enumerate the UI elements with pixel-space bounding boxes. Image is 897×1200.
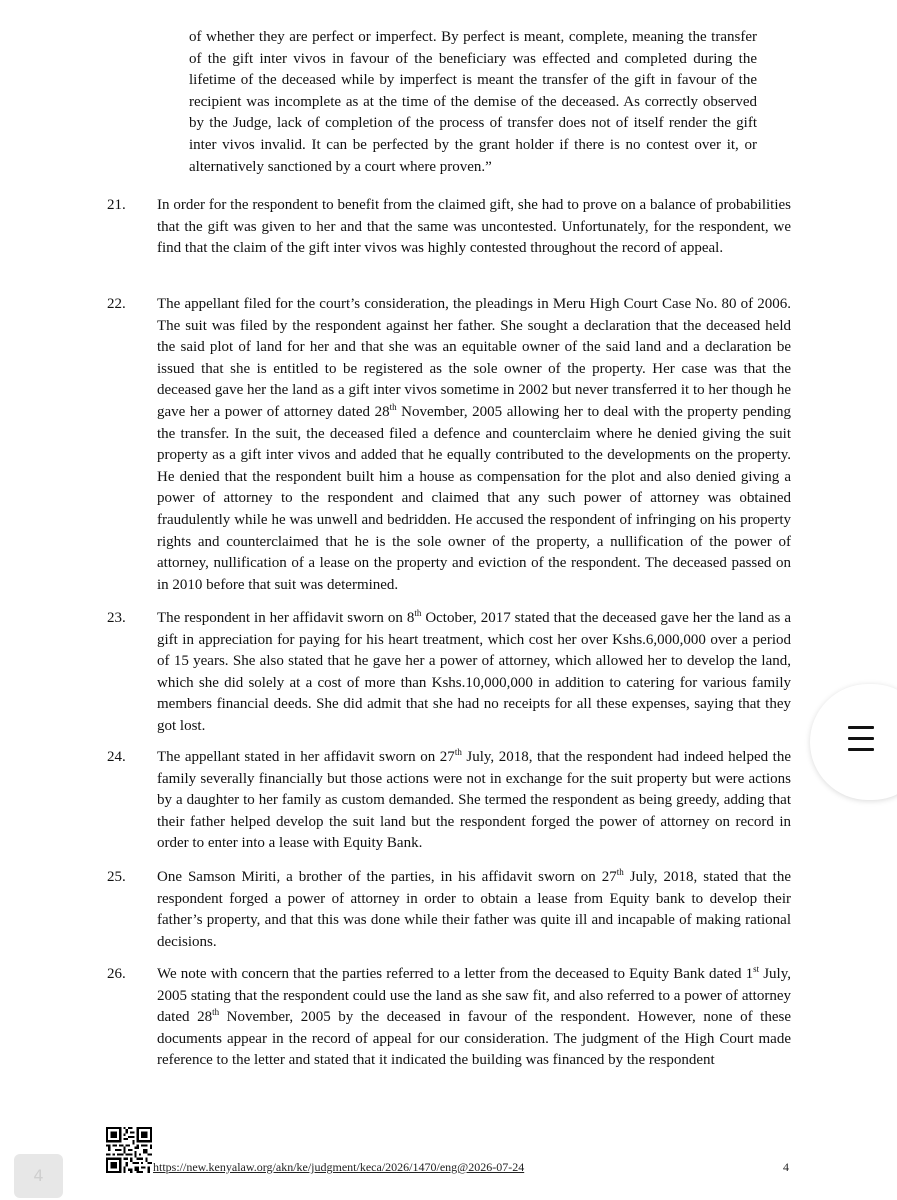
footer-source-link[interactable]: https://new.kenyalaw.org/akn/ke/judgment/keca/2026/1470/eng@2026-07-24 — [153, 1160, 525, 1174]
paragraph-number: 22. — [107, 296, 126, 312]
qr-code-icon — [106, 1127, 152, 1173]
paragraph-text: In order for the respondent to benefit from the claimed gift, she had to prove on a balance of probabilities that the gift was given to her and that the same was uncontested. Unfortunately, for the respondent, we find that the claim of the gift inter vivos was highly contested throughout the record of appeal. — [157, 197, 791, 257]
paragraph-number: 21. — [107, 197, 126, 213]
page-indicator-button[interactable] — [14, 1154, 63, 1198]
page-indicator-label: 4 — [33, 1166, 44, 1185]
paragraph-number: 24. — [107, 749, 126, 765]
paragraph-26 — [107, 964, 791, 1072]
block-quote: of whether they are perfect or imperfect. By perfect is meant, complete, meaning the transfer of the gift inter vivos in favour of the beneficiary was effected and completed during the lifetime of the deceased while by imperfect is meant the transfer of the gift in favour of the recipient was incomplete as at the time of the demise of the deceased. As correctly observed by the Judge, lack of completion of the process of transfer does not of itself render the gift inter vivos invalid. It can be perfected by the grant holder if there is no contest over it, or alternatively sanctioned by a court where proven.” — [189, 29, 757, 175]
paragraph-text: We note with concern that the parties referred to a letter from the deceased to Equity Bank dated 1st July, 2005 stating that the respondent could use the land as she saw fit, and also referred to a power of attorney dated 28th November, 2005 by the deceased in favour of the respondent. However, none of these documents appear in the record of appeal for our consideration. The judgment of the High Court made reference to the letter and stated that it indicated the building was financed by the respondent — [157, 964, 792, 1069]
paragraph-text: The respondent in her affidavit sworn on 8th October, 2017 stated that the deceased gave her the land as a gift in appreciation for paying for his heart treatment, which cost her over Kshs.6,000,000 over a period of 15 years. She also stated that he gave her a power of attorney, which allowed her to develop the land, which she did solely at a cost of more than Kshs.10,000,000 in addition to catering for various family members financial deeds. She did admit that she had no receipts for all these expenses, saying that they got lost. — [157, 608, 791, 734]
paragraph-number: 25. — [107, 869, 126, 885]
paragraph-number: 26. — [107, 966, 126, 982]
paragraph-25 — [107, 867, 791, 953]
paragraph-text: One Samson Miriti, a brother of the parties, in his affidavit sworn on 27th July, 2018, stated that the respondent forged a power of attorney in order to obtain a lease from Equity bank to develop their father’s property, and that this was done while their father was quite ill and incapable of making rational decisions. — [157, 867, 791, 950]
paragraph-number: 23. — [107, 610, 126, 626]
page-number: 4 — [783, 1160, 789, 1174]
hamburger-menu-icon — [848, 726, 874, 756]
paragraph-21 — [107, 195, 791, 260]
paragraph-text: The appellant filed for the court’s consideration, the pleadings in Meru High Court Case No. 80 of 2006. The suit was filed by the respondent against her father. She sought a declaration that the deceased held the said plot of land for her and that she was an equitable owner of the said land and a declaration be issued that she is entitled to be registered as the sole owner of the property. Her case was that the deceased gave her the land as a gift inter vivos sometime in 2002 but never transferred it to her though he gave her a power of attorney dated 28th November, 2005 allowing her to deal with the property pending the transfer. In the suit, the deceased filed a defence and counterclaim where he denied giving the suit property as a gift inter vivos and added that he equally contributed to the developments on the property. He denied that the respondent built him a house as compensation for the plot and also denied giving a power of attorney to the respondent and claimed that any such power of attorney was obtained fraudulently while he was unwell and bedridden. He accused the respondent of infringing on his property rights and counterclaimed that he is the sole owner of the property, a nullification of the power of attorney, nullification of a lease on the property and eviction of the respondent. The deceased passed on in 2010 before that suit was determined. — [157, 296, 791, 593]
paragraph-22 — [107, 294, 791, 596]
paragraph-24 — [107, 747, 791, 855]
paragraph-23 — [107, 608, 791, 738]
paragraph-text: The appellant stated in her affidavit sworn on 27th July, 2018, that the respondent had indeed helped the family severally financially but those actions were not in exchange for the suit property but were actions by a daughter to her family as custom demanded. She termed the respondent as being greedy, adding that their father helped develop the suit land but the respondent forged the power of attorney on record in order to enter into a lease with Equity Bank. — [157, 747, 791, 852]
menu-button[interactable] — [810, 684, 897, 800]
